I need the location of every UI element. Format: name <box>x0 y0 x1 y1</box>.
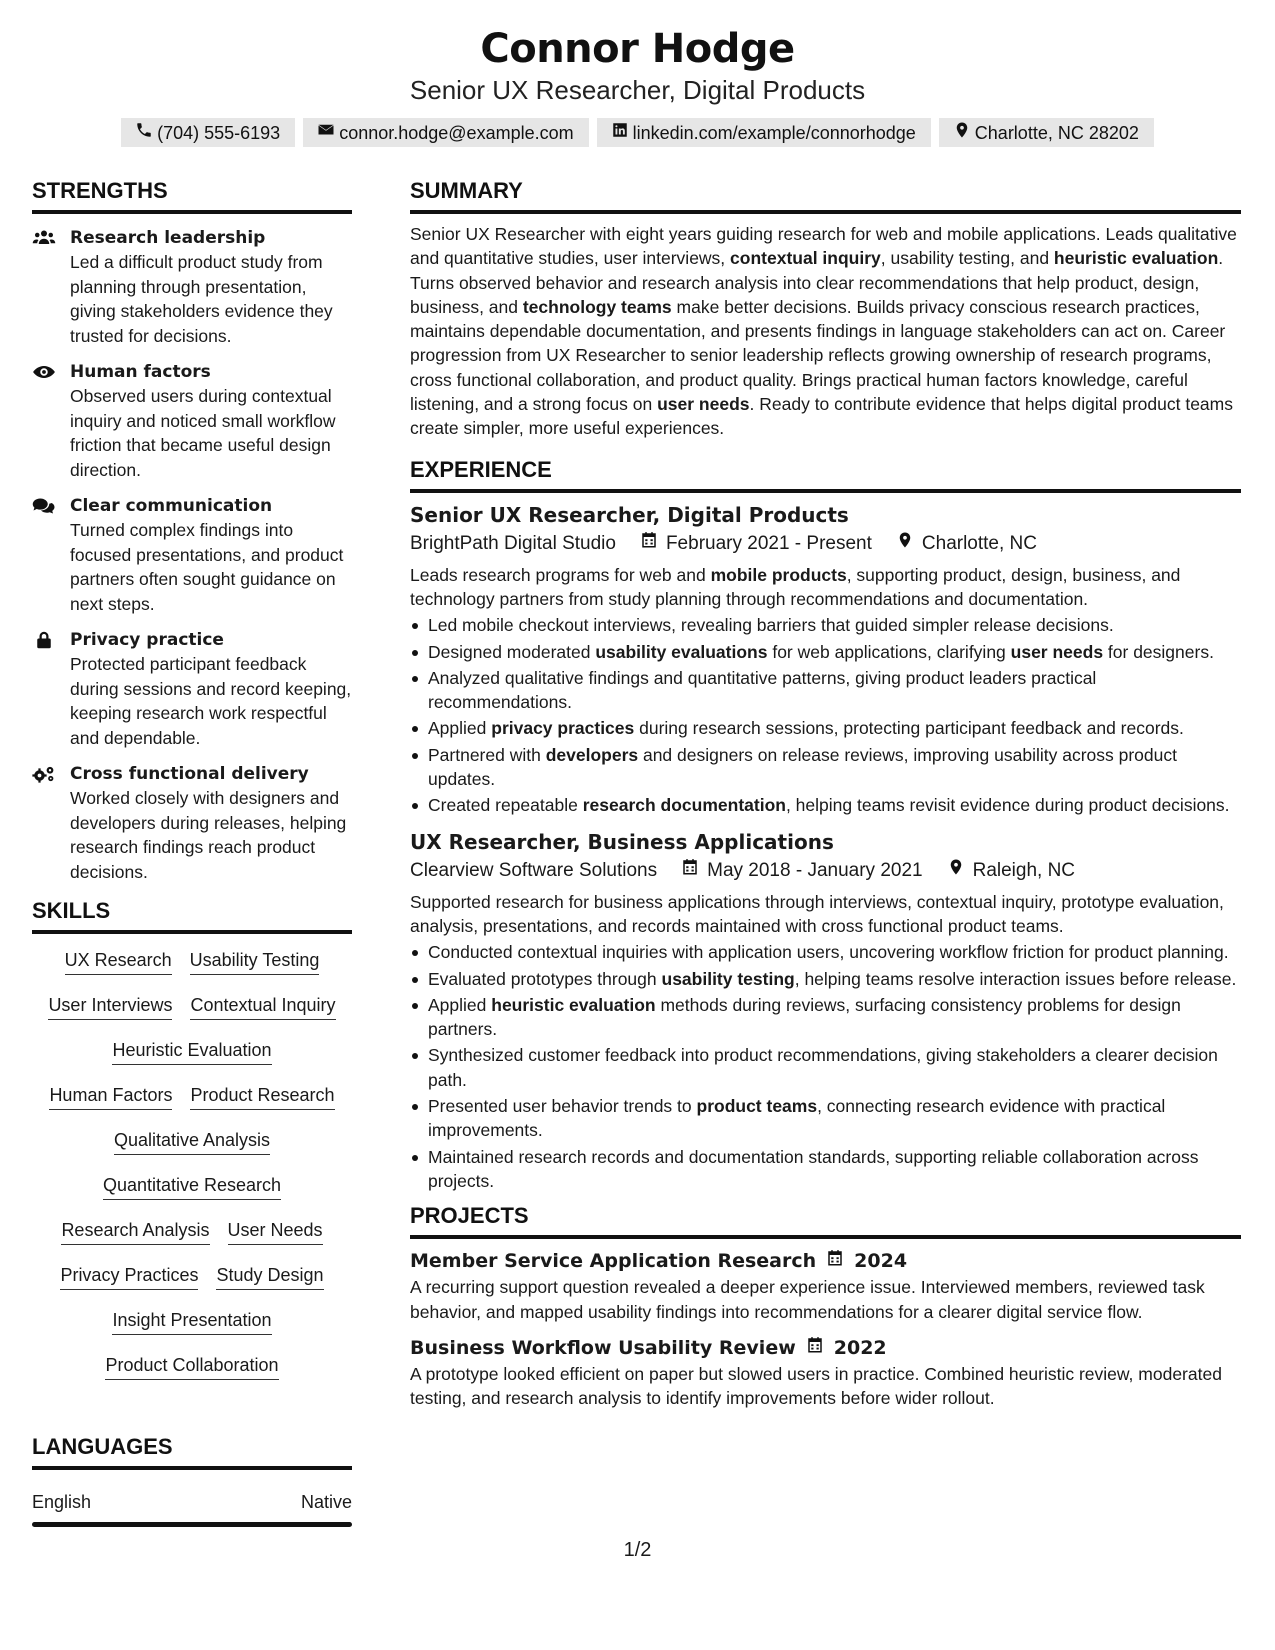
job-bullets <box>410 940 1241 1193</box>
job-location: Raleigh, NC <box>972 859 1076 881</box>
job-bullet: Analyzed qualitative findings and quantitative patterns, giving product leaders practical recommendations. <box>410 666 1241 715</box>
job-description: Supported research for business applications through interviews, contextual inquiry, prototype evaluation, analysis, presentations, and records maintained with cross functional product teams. <box>410 891 1224 936</box>
project-description: A recurring support question revealed a deeper experience issue. Interviewed members, reviewed task behavior, and mapped usability findings into recommendations for a clearer digital service flow. <box>410 1277 1205 1322</box>
strengths-heading: STRENGTHS <box>32 178 352 214</box>
job-title: UX Researcher, Business Applications <box>410 829 834 854</box>
job-bullet: Conducted contextual inquiries with application users, uncovering workflow friction for product planning. <box>410 940 1241 964</box>
linkedin-icon <box>611 121 629 144</box>
gears-icon <box>32 762 70 884</box>
job-bullet: Synthesized customer feedback into product recommendations, giving stakeholders a clearer decision path. <box>410 1043 1241 1092</box>
phone-text: (704) 555-6193 <box>157 122 281 143</box>
project-entry <box>410 1334 1241 1411</box>
project-entry <box>410 1247 1241 1324</box>
calendar-icon <box>681 856 699 886</box>
location-pin-icon <box>947 856 965 886</box>
skills-heading: SKILLS <box>32 898 352 934</box>
lock-icon <box>32 628 70 750</box>
skill-tag: Usability Testing <box>190 948 320 975</box>
skill-tag: Privacy Practices <box>60 1263 198 1290</box>
skill-tag: Qualitative Analysis <box>114 1128 270 1155</box>
strength-title: Clear communication <box>70 496 273 516</box>
right-column <box>410 178 1241 1527</box>
phone-icon <box>135 121 153 144</box>
job-bullet: Designed moderated usability evaluations for web applications, clarifying user needs for designers. <box>410 640 1241 664</box>
page-number: 1/2 <box>623 1539 652 1561</box>
strength-item <box>32 762 352 884</box>
skill-tag: Heuristic Evaluation <box>112 1038 271 1065</box>
candidate-title: Senior UX Researcher, Digital Products <box>409 75 866 105</box>
job-entry <box>410 828 1241 1194</box>
summary-heading: SUMMARY <box>410 178 1241 214</box>
skill-tag: User Interviews <box>48 993 172 1020</box>
contact-linkedin[interactable] <box>597 118 931 147</box>
contact-email[interactable] <box>303 118 588 147</box>
strength-title: Research leadership <box>70 228 266 248</box>
contact-bar <box>0 118 1275 147</box>
job-dates: February 2021 - Present <box>665 532 872 554</box>
strengths-list <box>32 222 352 884</box>
languages-heading: LANGUAGES <box>32 1434 352 1470</box>
language-level-bar <box>32 1522 352 1527</box>
company-name: Clearview Software Solutions <box>410 859 658 881</box>
project-title-row <box>410 1334 1241 1362</box>
summary-text: Senior UX Researcher with eight years guiding research for web and mobile applications. Leads qualitative and quantitative studies, user interviews, contextual inquiry, usability testing, and heuristic evaluation. Turns observed behavior and research analysis into clear recommendations that help product, design, business, and technology teams make better decisions. Builds privacy conscious research practices, maintains dependable documentation, and presents findings in language stakeholders can act on. Career progression from UX Researcher to senior leadership reflects growing ownership of research programs, cross functional collaboration, and product quality. Brings practical human factors knowledge, careful listening, and a strong focus on user needs. Ready to contribute evidence that helps digital product teams create simpler, more useful experiences. <box>410 224 1237 439</box>
job-bullet: Created repeatable research documentation, helping teams revisit evidence during product decisions. <box>410 793 1241 817</box>
skills-list <box>32 942 352 1406</box>
project-description: A prototype looked efficient on paper but slowed users in practice. Combined heuristic review, moderated testing, and research analysis to identify improvements before wider rollout. <box>410 1363 1222 1409</box>
job-title: Senior UX Researcher, Digital Products <box>410 502 849 527</box>
company-name: BrightPath Digital Studio <box>410 532 616 554</box>
project-title: Member Service Application Research <box>410 1250 817 1273</box>
left-column <box>32 178 352 1527</box>
job-bullet: Partnered with developers and designers on release reviews, improving usability across product updates. <box>410 743 1241 792</box>
job-bullet: Evaluated prototypes through usability testing, helping teams resolve interaction issues before release. <box>410 967 1241 991</box>
job-dates: May 2018 - January 2021 <box>707 859 923 881</box>
comments-icon <box>32 494 70 616</box>
job-bullet: Led mobile checkout interviews, revealing barriers that guided simpler release decisions. <box>410 613 1241 637</box>
skill-tag: Product Research <box>190 1083 334 1110</box>
language-level: Native <box>300 1492 352 1512</box>
location-pin-icon <box>953 121 971 144</box>
experience-heading: EXPERIENCE <box>410 457 1241 493</box>
contact-phone[interactable] <box>121 118 295 147</box>
users-icon <box>32 226 70 348</box>
job-bullet: Applied heuristic evaluation methods during reviews, surfacing consistency problems for design partners. <box>410 993 1241 1042</box>
job-location: Charlotte, NC <box>921 532 1038 554</box>
linkedin-text: linkedin.com/example/connorhodge <box>632 122 916 143</box>
job-bullet: Presented user behavior trends to product teams, connecting research evidence with practical improvements. <box>410 1094 1241 1143</box>
skill-tag: User Needs <box>228 1218 323 1245</box>
strength-item <box>32 628 352 750</box>
language-row <box>32 1478 352 1514</box>
skill-tag: Insight Presentation <box>112 1308 271 1335</box>
envelope-icon <box>317 121 335 144</box>
skill-tag: Study Design <box>216 1263 323 1290</box>
resume-body <box>32 178 1243 1527</box>
language-name: English <box>32 1492 92 1512</box>
project-year: 2022 <box>833 1336 887 1359</box>
resume-header <box>0 0 1275 147</box>
job-meta <box>410 856 1241 886</box>
strength-title: Cross functional delivery <box>70 764 309 784</box>
candidate-name: Connor Hodge <box>480 26 795 72</box>
strength-desc: Led a difficult product study from planning through presentation, giving stakeholders evidence they trusted for decisions. <box>70 252 333 346</box>
project-year: 2024 <box>854 1250 908 1273</box>
skill-tag: Research Analysis <box>61 1218 209 1245</box>
strength-item <box>32 494 352 616</box>
job-bullet: Maintained research records and documentation standards, supporting reliable collaboration across projects. <box>410 1145 1241 1194</box>
project-title: Business Workflow Usability Review <box>410 1336 796 1359</box>
projects-heading: PROJECTS <box>410 1203 1241 1239</box>
skill-tag: Human Factors <box>49 1083 172 1110</box>
calendar-icon <box>806 1334 824 1362</box>
job-bullet: Applied privacy practices during research sessions, protecting participant feedback and records. <box>410 716 1241 740</box>
location-pin-icon <box>896 529 914 559</box>
project-title-row <box>410 1247 1241 1275</box>
eye-icon <box>32 360 70 482</box>
strength-desc: Worked closely with designers and developers during releases, helping research findings reach product decisions. <box>70 788 347 882</box>
strength-desc: Observed users during contextual inquiry and noticed small workflow friction that became useful design direction. <box>70 386 336 480</box>
job-description: Leads research programs for web and mobile products, supporting product, design, business, and technology partners from study planning through recommendations and documentation. <box>410 564 1181 609</box>
location-text: Charlotte, NC 28202 <box>974 122 1139 143</box>
email-text: connor.hodge@example.com <box>339 122 574 143</box>
calendar-icon <box>640 529 658 559</box>
job-entry <box>410 501 1241 818</box>
skill-tag: Quantitative Research <box>103 1173 281 1200</box>
strength-item <box>32 226 352 348</box>
skill-tag: UX Research <box>65 948 172 975</box>
calendar-icon <box>826 1247 844 1275</box>
job-meta <box>410 529 1241 559</box>
strength-item <box>32 360 352 482</box>
strength-desc: Turned complex findings into focused presentations, and product partners often sought guidance on next steps. <box>70 520 344 614</box>
strength-desc: Protected participant feedback during sessions and record keeping, keeping research work respectful and dependable. <box>70 654 352 748</box>
strength-title: Human factors <box>70 362 211 382</box>
job-bullets <box>410 613 1241 817</box>
skill-tag: Product Collaboration <box>105 1353 278 1380</box>
strength-title: Privacy practice <box>70 630 224 650</box>
contact-location <box>939 118 1154 147</box>
skill-tag: Contextual Inquiry <box>190 993 335 1020</box>
